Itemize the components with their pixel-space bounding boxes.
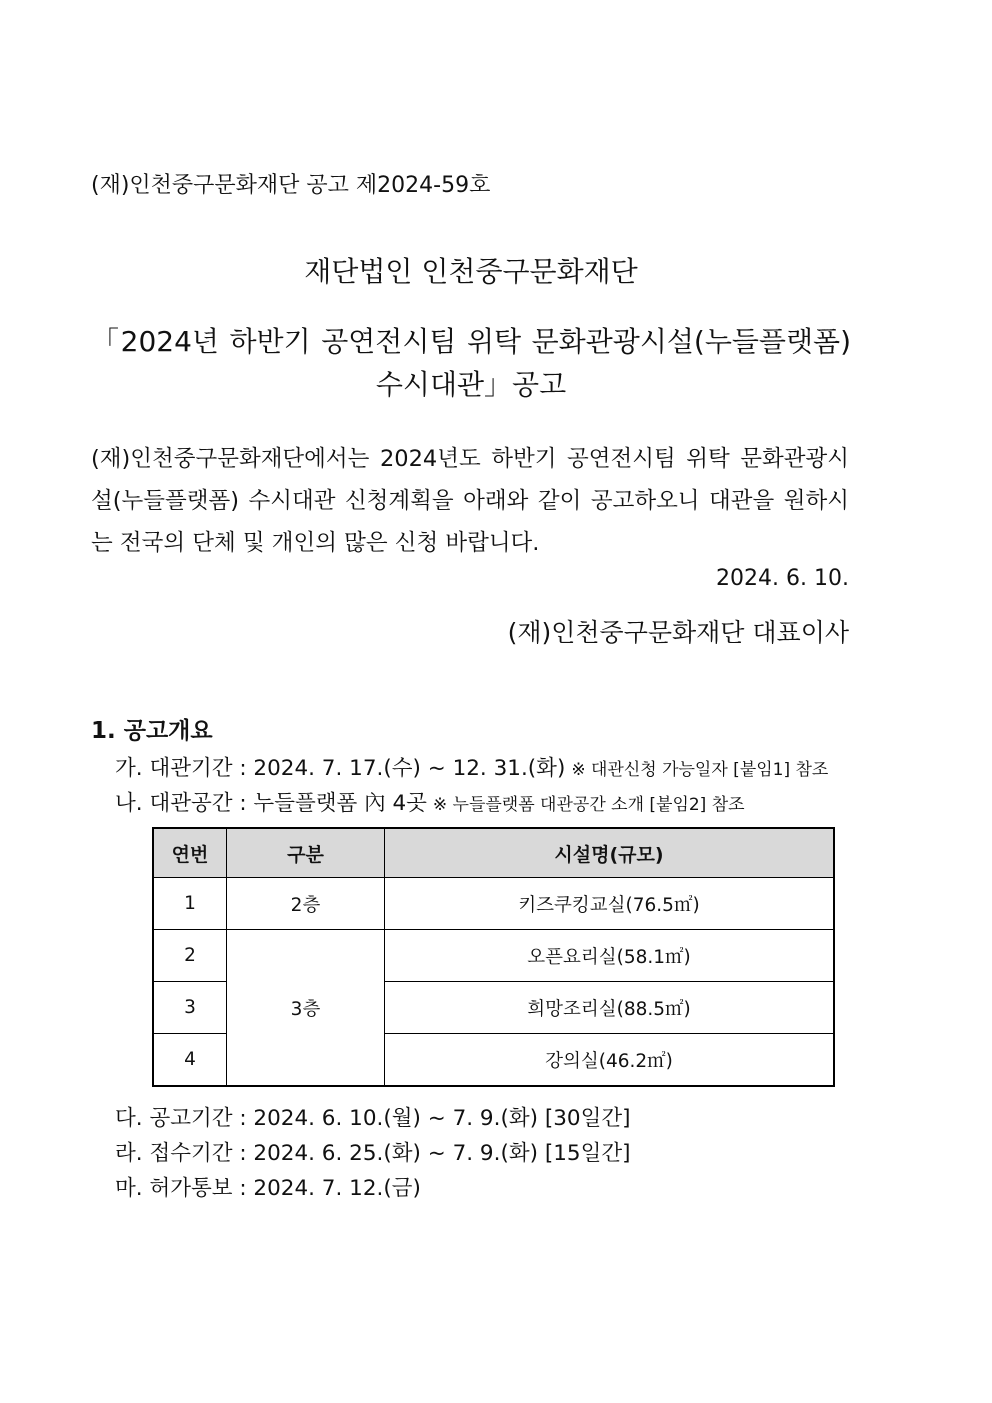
row-no: 4 <box>153 1034 227 1087</box>
intro-paragraph: (재)인천중구문화재단에서는 2024년도 하반기 공연전시팀 위탁 문화관광시설(누들플랫폼) 수시대관 신청계획을 아래와 같이 공고하오니 대관을 원하시는 전국의 단체 및 개인의 많은 신청 바랍니다. <box>91 446 849 556</box>
reception-period-item: 라. 접수기간 : 2024. 6. 25.(화) ~ 7. 9.(화) [15일간] <box>115 1141 631 1166</box>
row-facility: 강의실(46.2㎡) <box>385 1034 835 1087</box>
row-facility: 희망조리실(88.5㎡) <box>385 982 835 1034</box>
table-row <box>153 878 834 930</box>
rental-period-text: 가. 대관기간 : 2024. 7. 17.(수) ~ 12. 31.(화) <box>115 756 566 781</box>
rental-period-item <box>115 751 828 782</box>
table-header-row <box>153 828 834 878</box>
announcement-title-line1: 「2024년 하반기 공연전시팀 위탁 문화관광시설(누들플랫폼) <box>91 325 851 358</box>
facility-table <box>152 827 835 1087</box>
rental-space-item <box>115 786 745 817</box>
header-no: 연번 <box>153 828 227 878</box>
permit-notice-item: 마. 허가통보 : 2024. 7. 12.(금) <box>115 1176 421 1201</box>
notice-number: (재)인천중구문화재단 공고 제2024-59호 <box>91 173 491 198</box>
header-floor: 구분 <box>227 828 385 878</box>
organization-title: 재단법인 인천중구문화재단 <box>304 255 638 288</box>
row-floor: 3층 <box>227 930 385 1087</box>
announcement-title <box>91 320 851 406</box>
header-facility: 시설명(규모) <box>385 828 835 878</box>
row-no: 3 <box>153 982 227 1034</box>
row-floor: 2층 <box>227 878 385 930</box>
row-facility: 키즈쿠킹교실(76.5㎡) <box>385 878 835 930</box>
signer: (재)인천중구문화재단 대표이사 <box>507 618 849 647</box>
rental-space-note: ※ 누들플랫폼 대관공간 소개 [붙임2] 참조 <box>432 795 745 815</box>
notice-period-item: 다. 공고기간 : 2024. 6. 10.(월) ~ 7. 9.(화) [30일간] <box>115 1106 631 1131</box>
row-no: 2 <box>153 930 227 982</box>
announcement-date: 2024. 6. 10. <box>716 566 849 591</box>
rental-period-note: ※ 대관신청 가능일자 [붙임1] 참조 <box>571 760 829 780</box>
row-facility: 오픈요리실(58.1㎡) <box>385 930 835 982</box>
rental-space-text: 나. 대관공간 : 누들플랫폼 內 4곳 <box>115 791 427 816</box>
row-no: 1 <box>153 878 227 930</box>
section-heading: 1. 공고개요 <box>91 718 213 744</box>
table-row <box>153 930 834 982</box>
announcement-title-line2: 수시대관」공고 <box>375 368 567 401</box>
